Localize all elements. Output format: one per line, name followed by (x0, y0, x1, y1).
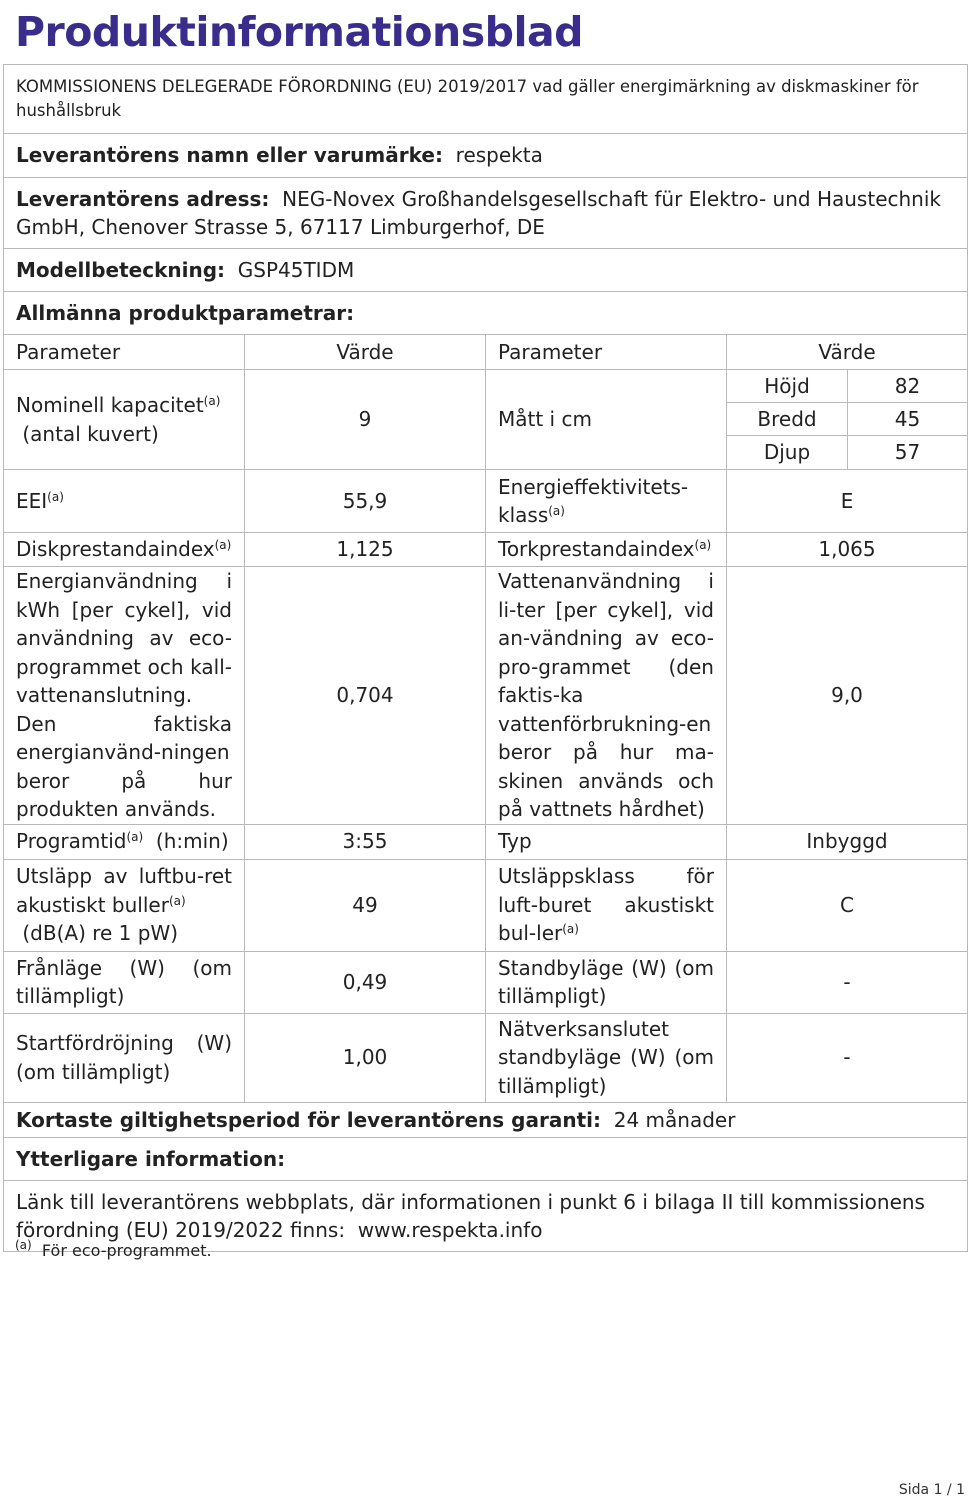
standby-value: - (727, 951, 968, 1013)
supplier-address-value: NEG-Novex Großhandelsgesellschaft für Elektro- und Haustechnik GmbH, Chenover Strasse 5, 67117 Limburgerhof, DE (16, 186, 941, 239)
standby-label: Standbyläge (W) (om tillämpligt) (486, 951, 727, 1013)
supplier-name-value: respekta (455, 143, 543, 168)
product-info-table (3, 64, 968, 1252)
supplier-name-row (4, 134, 968, 178)
noise-label: Utsläpp av luftbu-ret akustiskt buller$^{(a)}$ (dB(A) re 1 pW) (4, 859, 245, 951)
page-title: Produktinformationsblad (15, 8, 584, 56)
cleaning-index-value: 1,125 (245, 533, 486, 567)
guarantee-value: 24 månader (613, 1107, 736, 1132)
delay-start-label: Startfördröjning (W) (om tillämpligt) (4, 1013, 245, 1102)
supplier-address-row (4, 178, 968, 249)
model-value: GSP45TIDM (237, 257, 355, 282)
drying-index-value: 1,065 (727, 533, 968, 567)
program-time-label: Programtid$^{(a)}$ (h:min) (4, 824, 245, 859)
general-params-heading: Allmänna produktparametrar: (4, 292, 968, 335)
guarantee-row (4, 1102, 968, 1138)
water-use-value: 9,0 (727, 567, 968, 825)
noise-class-value: C (727, 859, 968, 951)
noise-class-label: Utsläppsklass för luft-buret akustiskt bul-ler$^{(a)}$ (486, 859, 727, 951)
header-value-1: Värde (245, 335, 486, 370)
width-label: Bredd (727, 403, 848, 436)
noise-value: 49 (245, 859, 486, 951)
capacity-value: 9 (245, 370, 486, 470)
off-mode-value: 0,49 (245, 951, 486, 1013)
model-row (4, 249, 968, 292)
width-value: 45 (848, 403, 968, 436)
height-label: Höjd (727, 370, 848, 403)
footnote-text: För eco-programmet. (41, 1241, 212, 1260)
page-number: Sida 1 / 1 (898, 1482, 965, 1498)
network-standby-value: - (727, 1013, 968, 1102)
supplier-website-link[interactable]: www.respekta.info (357, 1218, 543, 1242)
type-value: Inbyggd (727, 824, 968, 859)
type-label: Typ (486, 824, 727, 859)
energy-class-value: E (727, 470, 968, 533)
header-parameter-2: Parameter (486, 335, 727, 370)
link-text: Länk till leverantörens webbplats, där informationen i punkt 6 i bilaga II till kommissionens förordning (EU) 2019/2022 finns: (16, 1189, 925, 1242)
footnote-mark: (a) (15, 1238, 32, 1252)
drying-index-label: Torkprestandaindex$^{(a)}$ (486, 533, 727, 567)
depth-label: Djup (727, 436, 848, 470)
footnote (15, 1238, 212, 1260)
energy-use-value: 0,704 (245, 567, 486, 825)
regulation-text: KOMMISSIONENS DELEGERADE FÖRORDNING (EU) 2019/2017 vad gäller energimärkning av diskmaskiner för hushållsbruk (4, 65, 968, 134)
supplier-address-label: Leverantörens adress: (16, 186, 270, 211)
off-mode-label: Frånläge (W) (om tillämpligt) (4, 951, 245, 1013)
header-value-2: Värde (727, 335, 968, 370)
supplier-name-label: Leverantörens namn eller varumärke: (16, 143, 443, 168)
model-label: Modellbeteckning: (16, 257, 226, 282)
height-value: 82 (848, 370, 968, 403)
cleaning-index-label: Diskprestandaindex$^{(a)}$ (4, 533, 245, 567)
energy-use-label: Energianvändning i kWh [per cykel], vid användning av eco-programmet och kall-vattenanslutning. Den faktiska energianvänd-ningen beror på hur produkten används. (4, 567, 245, 825)
energy-class-label: Energieffektivitets- klass$^{(a)}$ (486, 470, 727, 533)
eei-label: EEI$^{(a)}$ (4, 470, 245, 533)
water-use-label: Vattenanvändning i li-ter [per cykel], vid an-vändning av eco-pro-grammet (den faktis-ka vattenförbrukning-en beror på hur ma-skinen används och på vattnets hårdhet) (486, 567, 727, 825)
guarantee-label: Kortaste giltighetsperiod för leverantörens garanti: (16, 1107, 601, 1132)
capacity-label: Nominell kapacitet$^{(a)}$ (antal kuvert) (4, 370, 245, 470)
header-parameter-1: Parameter (4, 335, 245, 370)
depth-value: 57 (848, 436, 968, 470)
program-time-value: 3:55 (245, 824, 486, 859)
dimensions-label: Mått i cm (486, 370, 727, 470)
delay-start-value: 1,00 (245, 1013, 486, 1102)
eei-value: 55,9 (245, 470, 486, 533)
network-standby-label: Nätverksanslutet standbyläge (W) (om tillämpligt) (486, 1013, 727, 1102)
additional-info-heading: Ytterligare information: (4, 1138, 968, 1181)
